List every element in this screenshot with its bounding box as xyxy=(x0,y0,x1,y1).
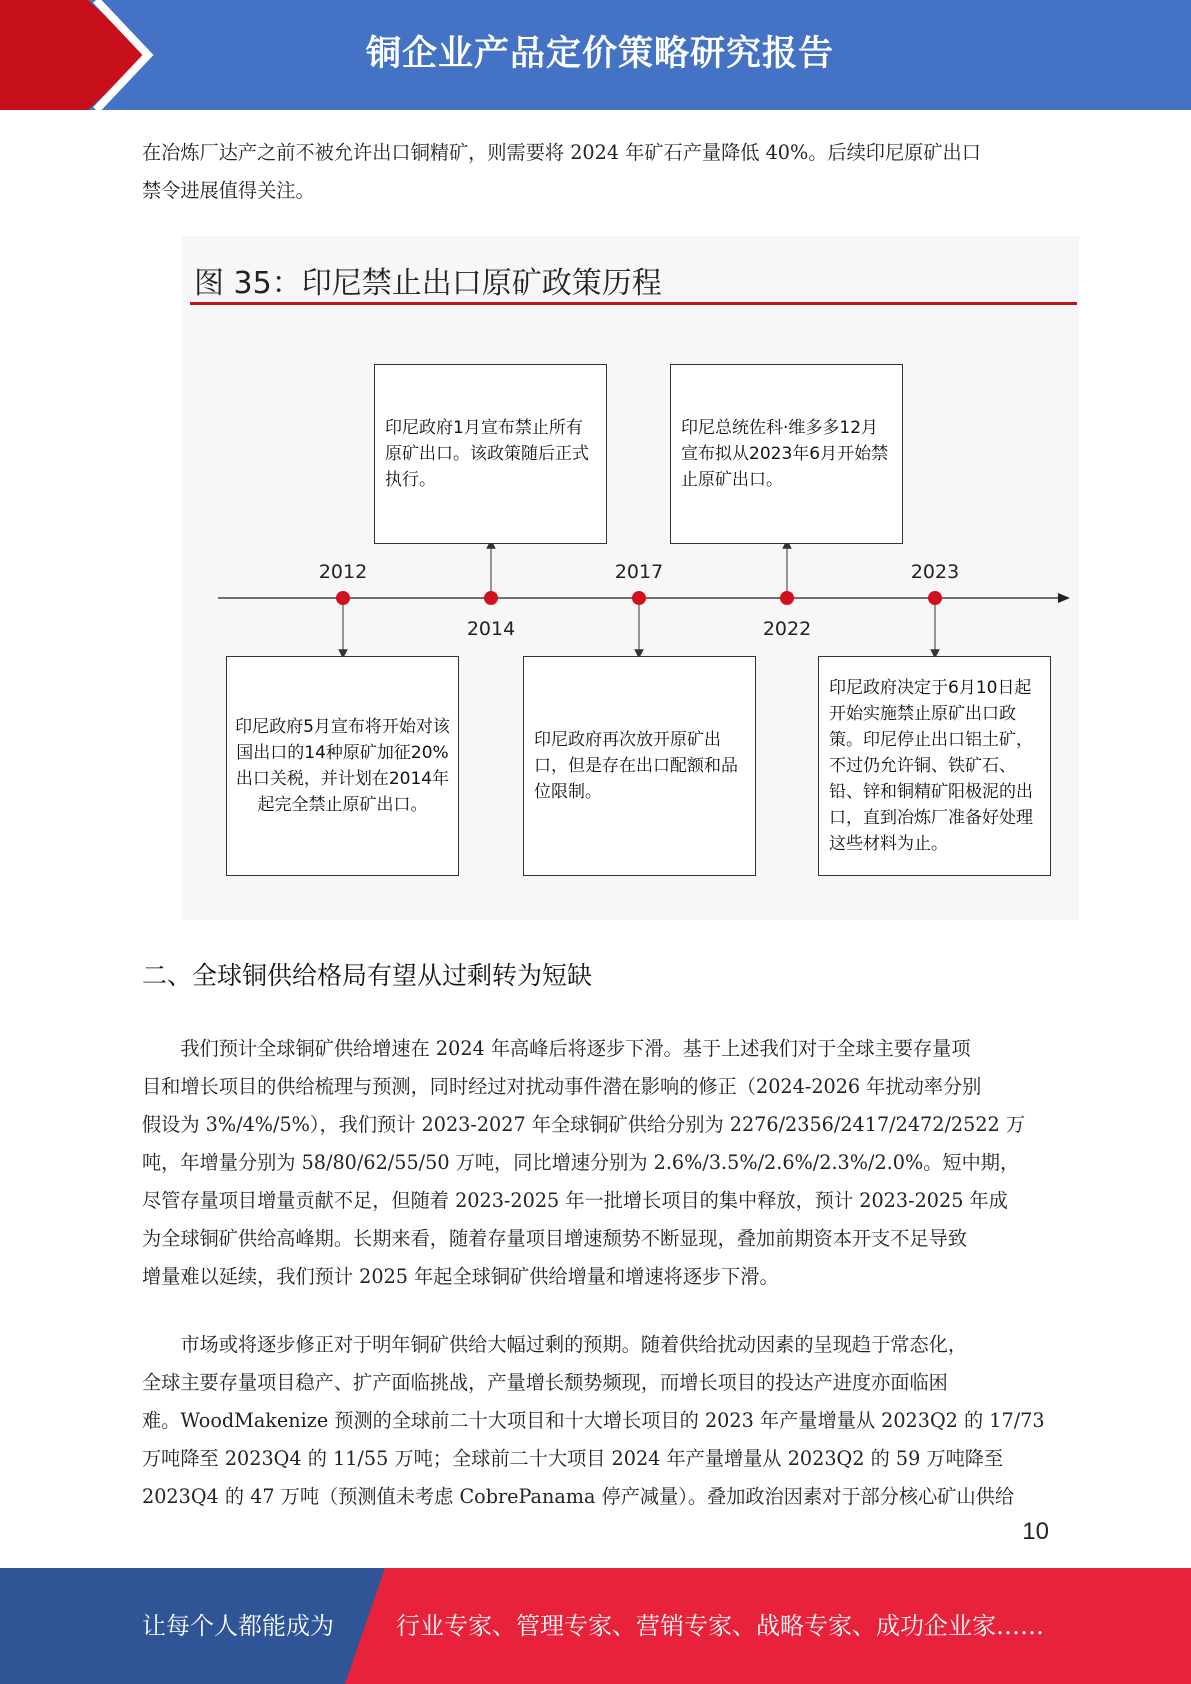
paragraph-line: 全球主要存量项目稳产、扩产面临挑战，产量增长颓势频现，而增长项目的投达产进度亦面临困 xyxy=(142,1371,948,1394)
event-text-2023: 印尼政府决定于6月10日起开始实施禁止原矿出口政策。印尼停止出口铝土矿，不过仍允许铜、铁矿石、铅、锌和铜精矿阳极泥的出口，直到冶炼厂准备好处理这些材料为止。 xyxy=(829,678,1033,854)
timeline-dot-2022 xyxy=(780,591,794,605)
paragraph-line: 市场或将逐步修正对于明年铜矿供给大幅过剩的预期。随着供给扰动因素的呈现趋于常态化， xyxy=(142,1333,968,1356)
footer-slogan-left: 让每个人都能成为 xyxy=(142,1612,334,1640)
event-box-2017 xyxy=(523,656,756,876)
year-label-2022: 2022 xyxy=(762,618,812,640)
paragraph-line: 难。WoodMakenize 预测的全球前二十大项目和十大增长项目的 2023 年产量增量从 2023Q2 的 17/73 xyxy=(142,1409,1045,1432)
paragraph-line: 为全球铜矿供给高峰期。长期来看，随着存量项目增速颓势不断显现，叠加前期资本开支不足导致 xyxy=(142,1227,968,1250)
year-label-2023: 2023 xyxy=(910,561,960,583)
year-label-2014: 2014 xyxy=(466,618,516,640)
paragraph-line: 增量难以延续，我们预计 2025 年起全球铜矿供给增量和增速将逐步下滑。 xyxy=(142,1265,779,1288)
header-title: 铜企业产品定价策略研究报告 xyxy=(365,34,834,74)
paragraph-line: 假设为 3%/4%/5%），我们预计 2023-2027 年全球铜矿供给分别为 2276/2356/2417/2472/2522 万 xyxy=(142,1113,1026,1136)
body-paragraph-1 xyxy=(142,1030,1047,1296)
page-footer xyxy=(0,1568,1191,1684)
timeline-dot-2014 xyxy=(484,591,498,605)
event-box-2014 xyxy=(374,364,607,544)
year-label-2012: 2012 xyxy=(318,561,368,583)
event-text-2012: 印尼政府5月宣布将开始对该国出口的14种原矿加征20%出口关税，并计划在2014年起完全禁止原矿出口。 xyxy=(235,717,450,815)
paragraph-line: 目和增长项目的供给梳理与预测，同时经过对扰动事件潜在影响的修正（2024-2026 年扰动率分别 xyxy=(142,1075,982,1098)
section-heading: 二、全球铜供给格局有望从过剩转为短缺 xyxy=(142,961,593,990)
figure-title: 图 35：印尼禁止出口原矿政策历程 xyxy=(194,266,662,301)
timeline-dot-2012 xyxy=(336,591,350,605)
paragraph-line: 万吨降至 2023Q4 的 11/55 万吨；全球前二十大项目 2024 年产量增量从 2023Q2 的 59 万吨降至 xyxy=(142,1447,1004,1470)
timeline-dot-2023 xyxy=(928,591,942,605)
timeline-arrowhead xyxy=(1058,593,1070,603)
body-paragraph-2 xyxy=(142,1326,1047,1516)
page-header xyxy=(0,0,1191,110)
event-text-2014: 印尼政府1月宣布禁止所有原矿出口。该政策随后正式执行。 xyxy=(385,418,589,490)
event-box-2012 xyxy=(226,656,459,876)
intro-line: 禁令进展值得关注。 xyxy=(142,179,315,202)
year-label-2017: 2017 xyxy=(614,561,664,583)
event-box-2022 xyxy=(670,364,903,544)
paragraph-line: 吨，年增量分别为 58/80/62/55/50 万吨，同比增速分别为 2.6%/3.5%/2.6%/2.3%/2.0%。短中期， xyxy=(142,1151,1020,1174)
paragraph-line: 尽管存量项目增量贡献不足，但随着 2023-2025 年一批增长项目的集中释放，预计 2023-2025 年成 xyxy=(142,1189,1008,1212)
timeline-dot-2017 xyxy=(632,591,646,605)
event-text-2017: 印尼政府再次放开原矿出口，但是存在出口配额和品位限制。 xyxy=(534,730,738,802)
event-box-2023 xyxy=(818,656,1051,876)
timeline-figure xyxy=(182,236,1079,920)
event-text-2022: 印尼总统佐科·维多多12月宣布拟从2023年6月开始禁止原矿出口。 xyxy=(681,418,889,490)
page-number: 10 xyxy=(1022,1518,1049,1545)
intro-paragraph xyxy=(142,134,1047,210)
footer-slogan-right: 行业专家、管理专家、营销专家、战略专家、成功企业家…… xyxy=(396,1612,1044,1640)
paragraph-line: 2023Q4 的 47 万吨（预测值未考虑 CobrePanama 停产减量）。叠加政治因素对于部分核心矿山供给 xyxy=(142,1485,1015,1508)
paragraph-line: 我们预计全球铜矿供给增速在 2024 年高峰后将逐步下滑。基于上述我们对于全球主要存量项 xyxy=(142,1037,971,1060)
intro-line: 在冶炼厂达产之前不被允许出口铜精矿，则需要将 2024 年矿石产量降低 40%。后续印尼原矿出口 xyxy=(142,141,981,164)
